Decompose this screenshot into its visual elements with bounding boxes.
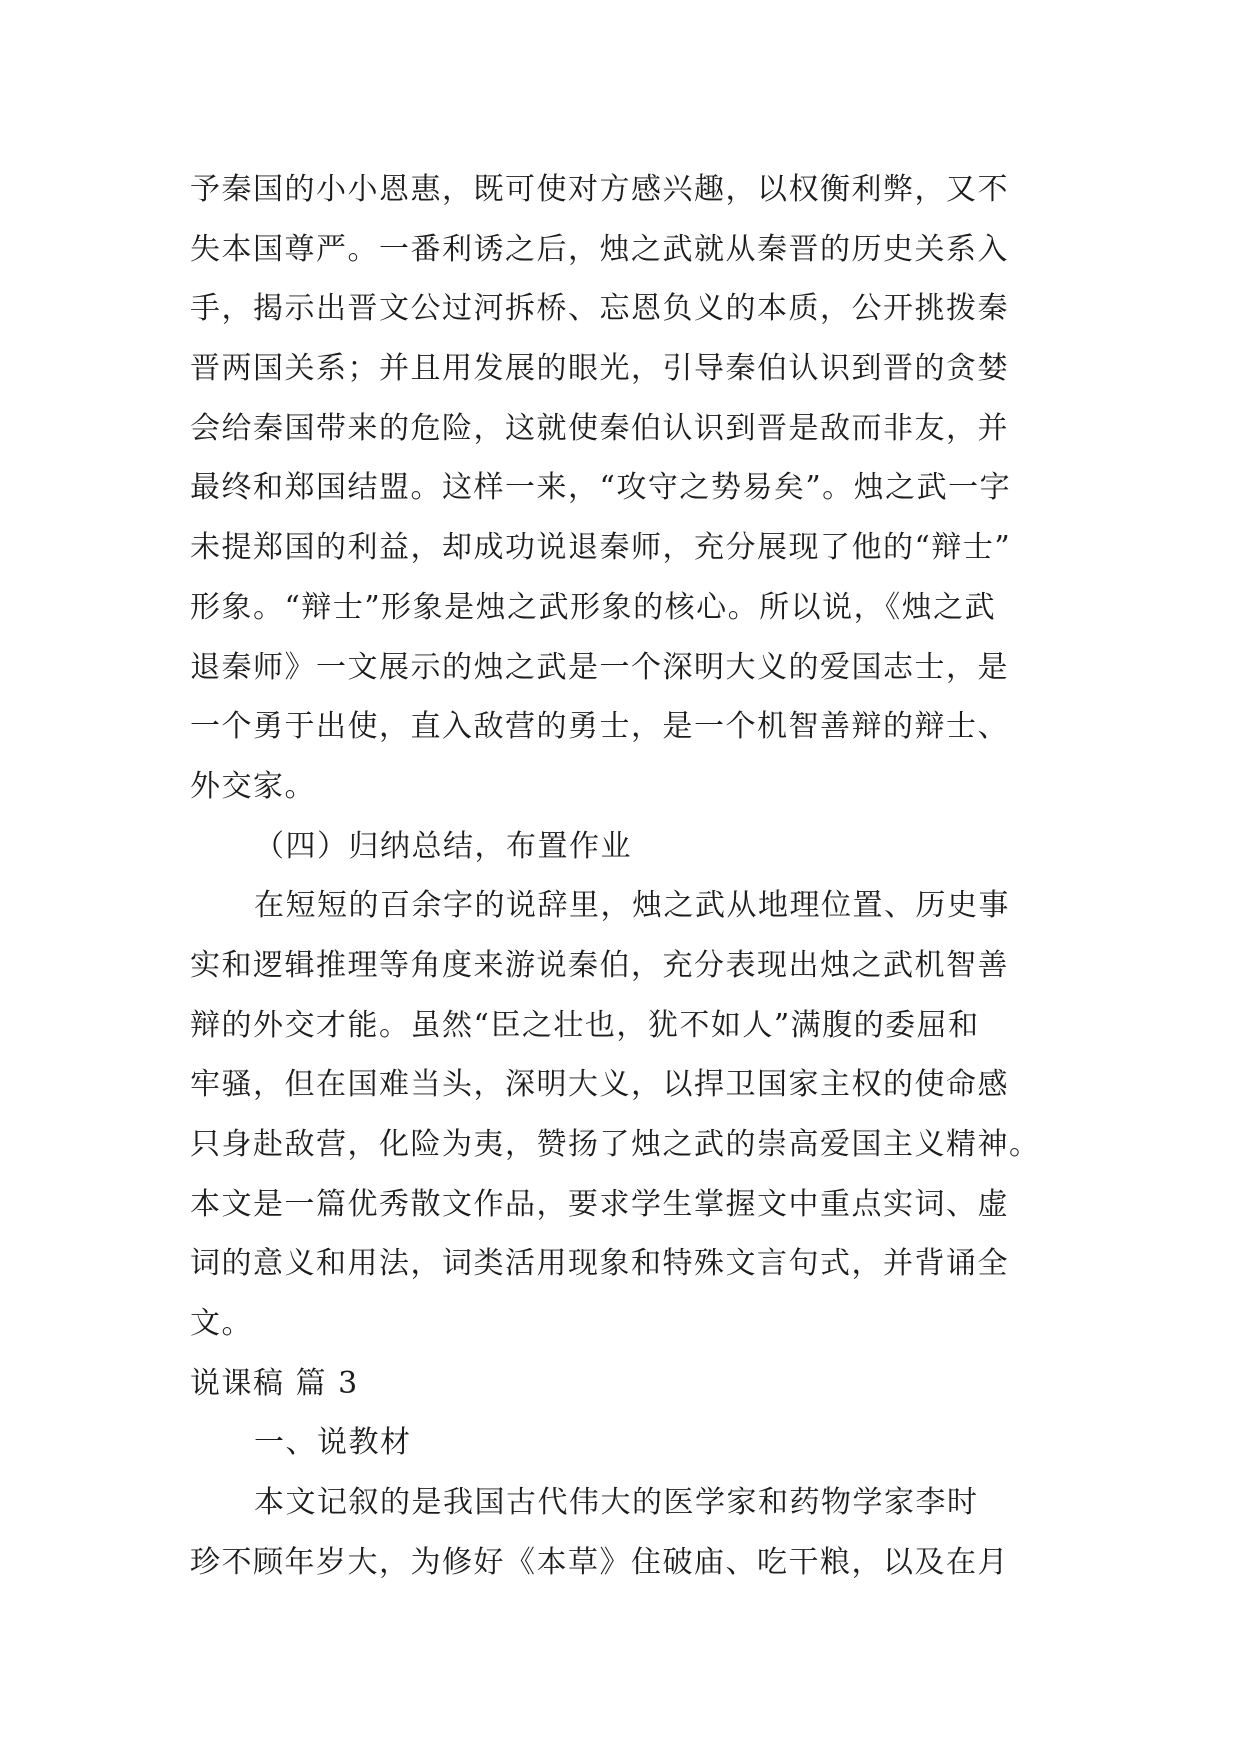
text-line: 一个勇于出使，直入敌营的勇士，是一个机智善辩的辩士、 xyxy=(190,709,1009,745)
text-line: 只身赴敌营，化险为夷，赞扬了烛之武的崇高爱国主义精神。 xyxy=(190,1127,1041,1162)
text-line: 牢骚，但在国难当头，深明大义，以捍卫国家主权的使命感 xyxy=(190,1067,1009,1103)
text-line: 外交家。 xyxy=(190,768,316,804)
text-line: 手，揭示出晋文公过河拆桥、忘恩负义的本质，公开挑拨秦 xyxy=(190,291,1009,327)
text-line: 本文记叙的是我国古代伟大的医学家和药物学家李时 xyxy=(254,1485,979,1521)
text-line: 一、说教材 xyxy=(254,1425,412,1461)
text-line: 说课稿 篇 3 xyxy=(190,1365,359,1401)
text-line: 辩的外交才能。虽然“臣之壮也，犹不如人”满腹的委屈和 xyxy=(190,1007,980,1043)
text-line: 珍不顾年岁大，为修好《本草》住破庙、吃干粮，以及在月 xyxy=(190,1544,1009,1580)
text-line: 在短短的百余字的说辞里，烛之武从地理位置、历史事 xyxy=(254,888,1010,924)
text-line: 文。 xyxy=(190,1306,253,1342)
text-line: 退秦师》一文展示的烛之武是一个深明大义的爱国志士，是 xyxy=(190,649,1009,685)
text-line: 本文是一篇优秀散文作品，要求学生掌握文中重点实词、虚 xyxy=(190,1186,1009,1222)
text-line: 晋两国关系；并且用发展的眼光，引导秦伯认识到晋的贪婪 xyxy=(190,351,1009,387)
text-line: 形象。“辩士”形象是烛之武形象的核心。所以说，《烛之武 xyxy=(190,589,997,625)
text-line: 最终和郑国结盟。这样一来，“攻守之势易矣”。烛之武一字 xyxy=(190,470,1012,506)
document-body xyxy=(190,160,1052,1593)
text-line: 予秦国的小小恩惠，既可使对方感兴趣，以权衡利弊，又不 xyxy=(190,172,1009,207)
text-line: 会给秦国带来的危险，这就使秦伯认识到晋是敌而非友，并 xyxy=(190,410,1009,446)
text-line: （四）归纳总结，布置作业 xyxy=(254,828,632,864)
text-line: 词的意义和用法，词类活用现象和特殊文言句式，并背诵全 xyxy=(190,1246,1009,1282)
text-line: 实和逻辑推理等角度来游说秦伯，充分表现出烛之武机智善 xyxy=(190,947,1009,983)
text-line: 未提郑国的利益，却成功说退秦师，充分展现了他的“辩士” xyxy=(190,530,1012,566)
text-line: 失本国尊严。一番利诱之后，烛之武就从秦晋的历史关系入 xyxy=(190,231,1009,267)
